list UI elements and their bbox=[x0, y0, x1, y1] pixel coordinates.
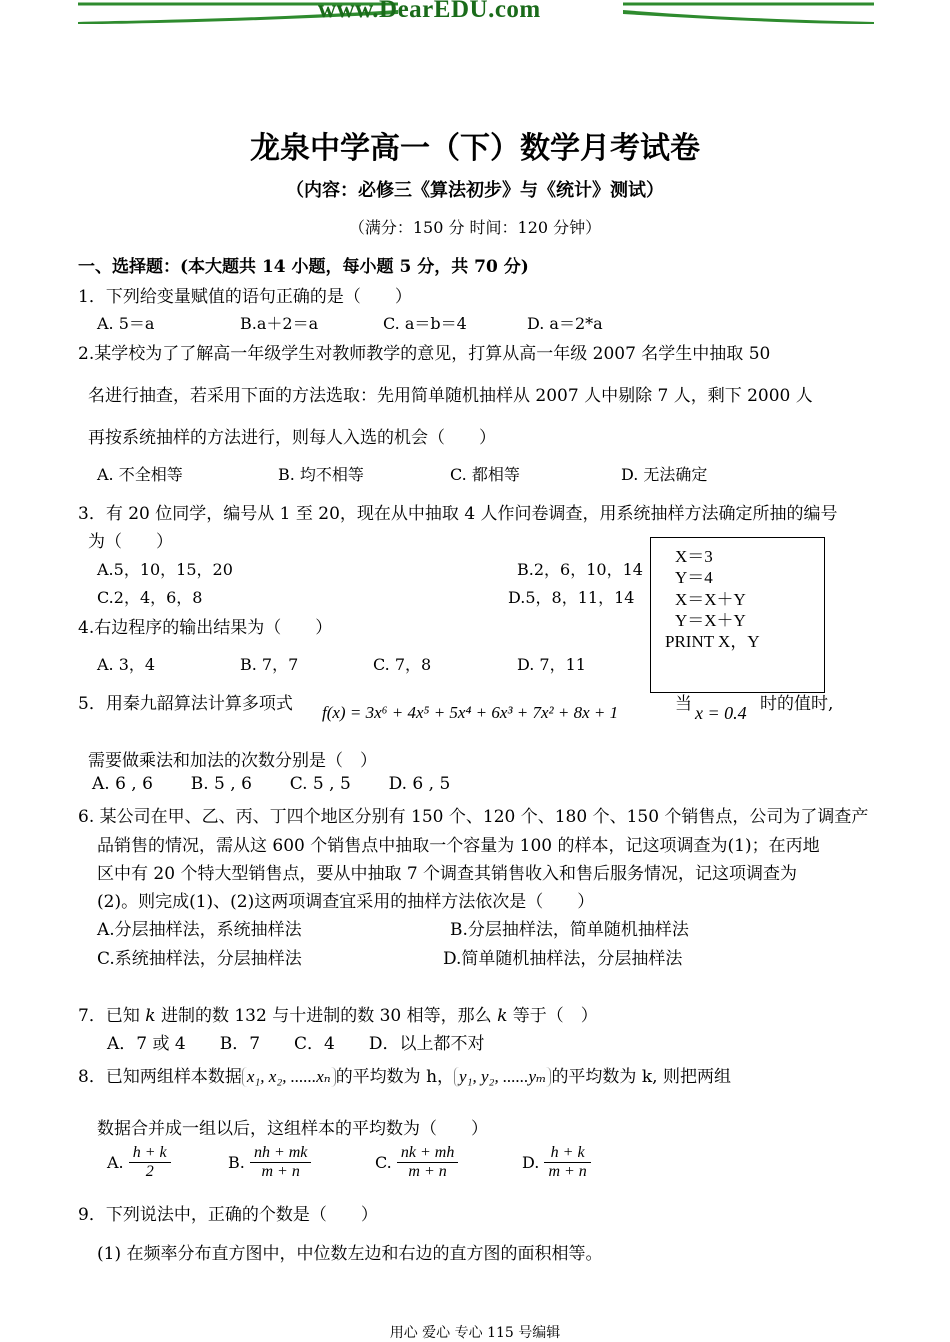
q1-option-d: D. a＝2*a bbox=[527, 314, 603, 333]
q5-options: A. 6 , 6 B. 5 , 6 C. 5 , 5 D. 6 , 5 bbox=[92, 774, 451, 794]
header-swoosh-right bbox=[623, 0, 874, 26]
page-title: 龙泉中学高一（下）数学月考试卷 bbox=[250, 131, 700, 166]
q4-option-c: C. 7，8 bbox=[373, 655, 432, 674]
q2-option-a: A. 不全相等 bbox=[97, 465, 183, 484]
q4-option-b: B. 7，7 bbox=[240, 655, 299, 674]
program-box bbox=[650, 537, 825, 693]
q8-a-denominator: 2 bbox=[145, 1163, 154, 1180]
q6-line2: 品销售的情况，需从这 600 个销售点中抽取一个容量为 100 的样本，记这项调查为(1)；在丙地 bbox=[97, 836, 820, 856]
program-line: X＝X＋Y bbox=[675, 590, 746, 609]
q2-line3: 再按系统抽样的方法进行，则每人入选的机会（ ） bbox=[88, 428, 496, 448]
q6-option-c: C.系统抽样法，分层抽样法 bbox=[97, 949, 302, 969]
q8-option-b bbox=[228, 1144, 311, 1181]
site-logo: www.DearEDU.com bbox=[318, 0, 541, 23]
q3-option-d: D.5，8，11，14 bbox=[508, 588, 635, 607]
q8-c-numerator: nk + mh bbox=[397, 1144, 458, 1163]
q7-k2: k bbox=[497, 1006, 508, 1026]
q8-d-numerator: h + k bbox=[544, 1144, 590, 1163]
q8-option-d bbox=[522, 1144, 591, 1181]
q2-option-c: C. 都相等 bbox=[450, 465, 520, 484]
q5-line2: 需要做乘法和加法的次数分别是（ ） bbox=[88, 751, 377, 771]
q6-line3: 区中有 20 个特大型销售点，要从中抽取 7 个调查其销售收入和售后服务情况，记这项调查为 bbox=[97, 864, 798, 884]
q6-option-d: D.简单随机抽样法，分层抽样法 bbox=[443, 949, 683, 969]
q7-pre: 7．已知 bbox=[78, 1006, 146, 1026]
q8-a-numerator: h + k bbox=[129, 1144, 171, 1163]
q1-option-c: C. a＝b＝4 bbox=[383, 314, 467, 333]
program-line: Y＝X＋Y bbox=[675, 611, 746, 630]
q8-option-c-label: C. bbox=[375, 1153, 392, 1172]
q8-b-numerator: nh + mk bbox=[250, 1144, 311, 1163]
q8-option-b-label: B. bbox=[228, 1153, 245, 1172]
q8-fraction-c bbox=[397, 1144, 458, 1181]
q8-fraction-b bbox=[250, 1144, 311, 1181]
section-heading: 一、选择题：(本大题共 14 小题，每小题 5 分，共 70 分) bbox=[78, 257, 529, 277]
q1-option-a: A. 5＝a bbox=[97, 314, 155, 333]
q8-c-denominator: m + n bbox=[408, 1163, 447, 1180]
exam-info: （满分：150 分 时间：120 分钟） bbox=[348, 218, 602, 237]
q7-stem bbox=[78, 1001, 598, 1026]
page-footer: 用心 爱心 专心 115 号编辑 bbox=[389, 1325, 561, 1341]
q8-stem bbox=[78, 1062, 731, 1087]
q2-option-d: D. 无法确定 bbox=[621, 465, 708, 484]
q8-option-c bbox=[375, 1144, 458, 1181]
q6-option-a: A.分层抽样法，系统抽样法 bbox=[97, 920, 302, 940]
q1-option-b: B.a＋2＝a bbox=[240, 314, 319, 333]
q8-option-d-label: D. bbox=[522, 1153, 540, 1172]
q5-stem-end: 时的值时, bbox=[760, 694, 834, 714]
q3-option-b: B.2，6，10，14 bbox=[517, 560, 643, 579]
q5-when: 当 bbox=[675, 694, 692, 714]
q5-stem: 5．用秦九韶算法计算多项式 bbox=[78, 694, 293, 714]
q7-mid: 进制的数 132 与十进制的数 30 相等，那么 bbox=[155, 1006, 498, 1026]
q3-line2: 为（ ） bbox=[88, 532, 173, 552]
q4-option-d: D. 7，11 bbox=[517, 655, 586, 674]
q3-option-a: A.5，10，15，20 bbox=[97, 560, 233, 579]
q6-line1: 6. 某公司在甲、乙、丙、丁四个地区分别有 150 个、120 个、180 个、150 个销售点，公司为了调查产 bbox=[78, 807, 869, 827]
q6-option-b: B.分层抽样法，简单随机抽样法 bbox=[450, 920, 689, 940]
q8-fraction-d bbox=[544, 1144, 590, 1181]
q7-post: 等于（ ） bbox=[507, 1006, 598, 1026]
q8-b-denominator: m + n bbox=[261, 1163, 300, 1180]
q5-formula: f(x) = 3x⁶ + 4x⁵ + 5x⁴ + 6x³ + 7x² + 8x + 1 bbox=[322, 703, 619, 722]
q4-option-a: A. 3，4 bbox=[97, 655, 156, 674]
q8-post: 的平均数为 k, 则把两组 bbox=[551, 1067, 731, 1087]
q6-line4: (2)。则完成(1)、(2)这两项调查宜采用的抽样方法依次是（ ） bbox=[97, 892, 595, 912]
q9-item1: (1) 在频率分布直方图中，中位数左边和右边的直方图的面积相等。 bbox=[97, 1244, 603, 1264]
q5-xvalue: x = 0.4 bbox=[695, 703, 747, 723]
q2-option-b: B. 均不相等 bbox=[278, 465, 364, 484]
header-banner bbox=[78, 0, 874, 26]
page-subtitle: （内容：必修三《算法初步》与《统计》测试） bbox=[286, 180, 664, 201]
q8-d-denominator: m + n bbox=[548, 1163, 587, 1180]
q2-line1: 2.某学校为了了解高一年级学生对教师教学的意见，打算从高一年级 2007 名学生中抽取 50 bbox=[78, 344, 771, 364]
q2-line2: 名进行抽查，若采用下面的方法选取：先用简单随机抽样从 2007 人中剔除 7 人，剩下 2000 人 bbox=[88, 386, 813, 406]
program-line: PRINT X，Y bbox=[665, 632, 760, 651]
q7-options: A．7 或 4 B．7 C．4 D．以上都不对 bbox=[107, 1034, 485, 1054]
q3-option-c: C.2，4，6，8 bbox=[97, 588, 203, 607]
q8-pre: 8．已知两组样本数据 bbox=[78, 1067, 242, 1087]
q8-set2: y₁, y₂, ......yₘ bbox=[454, 1067, 551, 1087]
q8-option-a bbox=[107, 1144, 171, 1181]
q7-k: k bbox=[145, 1006, 156, 1026]
program-line: Y＝4 bbox=[675, 568, 713, 587]
q9-stem: 9．下列说法中，正确的个数是（ ） bbox=[78, 1205, 378, 1225]
q8-option-a-label: A. bbox=[107, 1153, 124, 1172]
q4-stem: 4.右边程序的输出结果为（ ） bbox=[78, 618, 333, 638]
q1-stem: 1．下列给变量赋值的语句正确的是（ ） bbox=[78, 287, 412, 307]
q8-set1: x₁, x₂, ......xₙ bbox=[242, 1067, 336, 1087]
q8-mid: 的平均数为 h， bbox=[335, 1067, 455, 1087]
q8-fraction-a bbox=[129, 1144, 171, 1181]
q3-line1: 3．有 20 位同学，编号从 1 至 20，现在从中抽取 4 人作问卷调查，用系统抽样方法确定所抽的编号 bbox=[78, 504, 838, 524]
q8-line2: 数据合并成一组以后，这组样本的平均数为（ ） bbox=[97, 1119, 488, 1139]
program-line: X＝3 bbox=[675, 547, 713, 566]
